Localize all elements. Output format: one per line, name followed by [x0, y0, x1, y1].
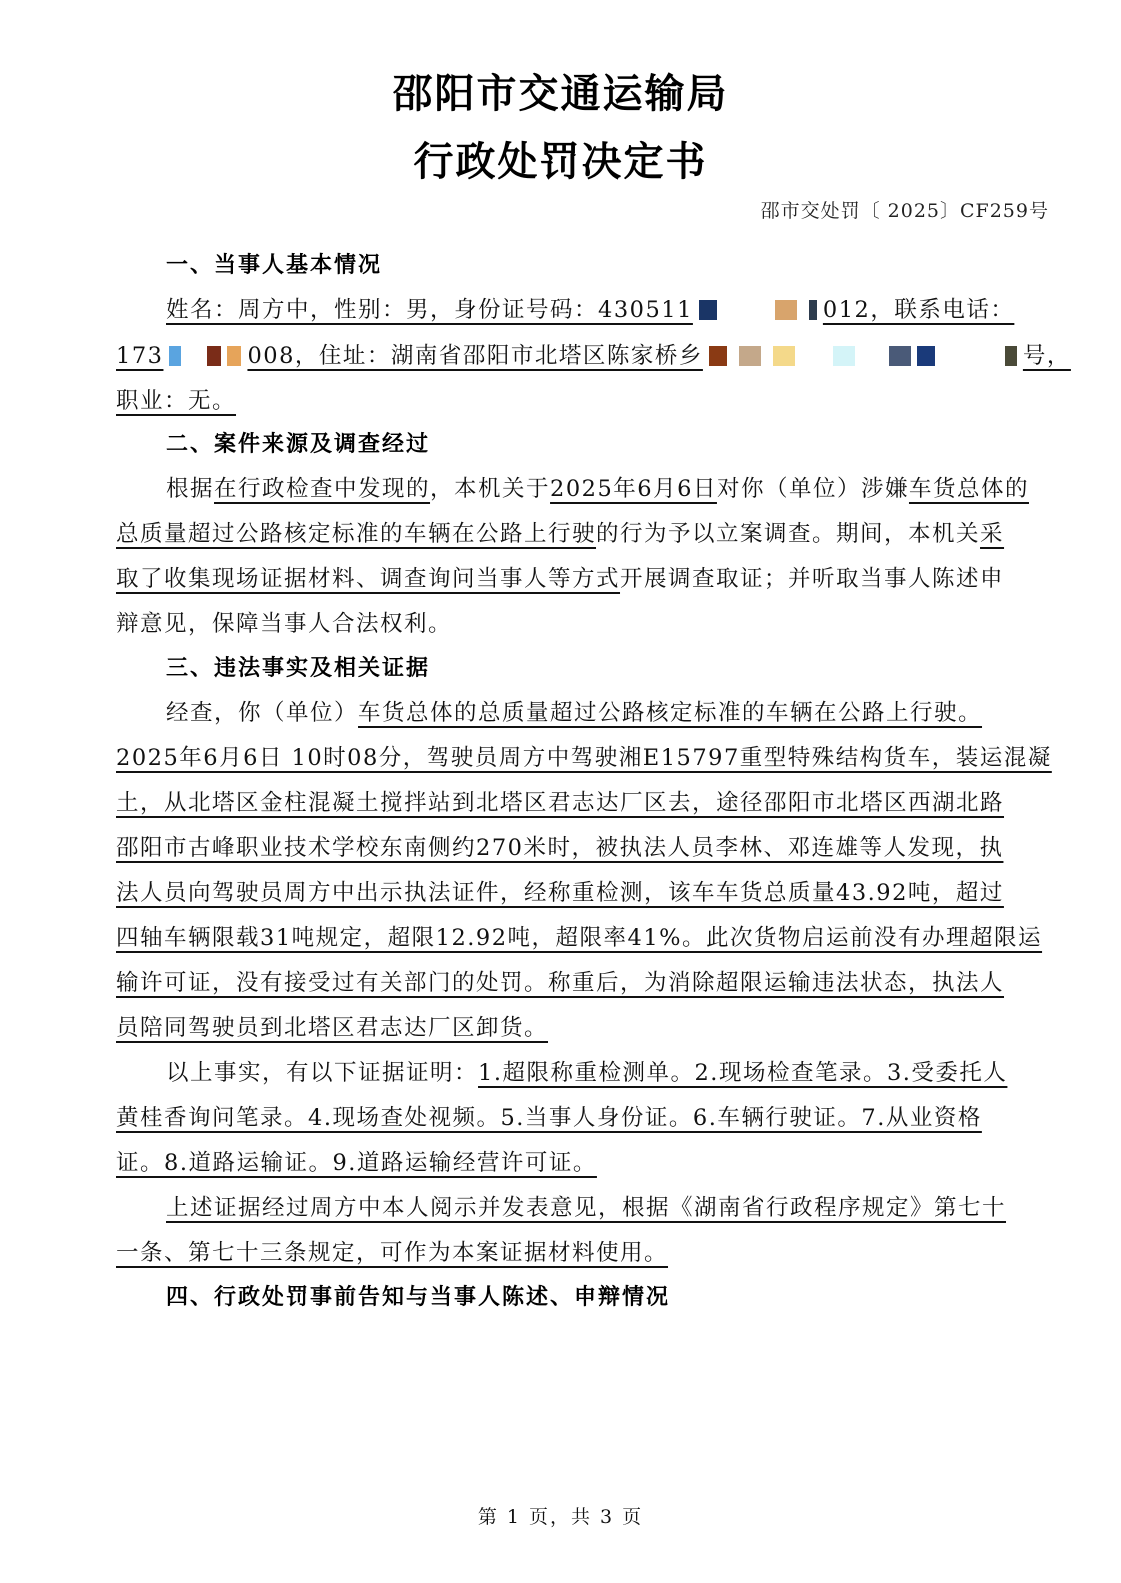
party-address-end: 号，: [1022, 343, 1071, 369]
party-line-3: [116, 383, 1048, 415]
facts-line-8: 员陪同驾驶员到北塔区君志达厂区卸货。: [116, 1015, 549, 1041]
section-heading-facts: 三、违法事实及相关证据: [166, 656, 431, 681]
section-heading-party: 一、当事人基本情况: [166, 253, 383, 278]
source-line-4: 辩意见，保障当事人合法权利。: [116, 611, 453, 637]
redaction-block: [947, 346, 993, 366]
source-line-3: 取了收集现场证据材料、调查询问当事人等方式开展调查取证；并听取当事人陈述申: [116, 566, 1005, 592]
party-line-1: [166, 292, 1048, 324]
facts-line-1: 经查，你（单位）车货总体的总质量超过公路核定标准的车辆在公路上行驶。: [166, 700, 983, 726]
redaction-block: [773, 346, 795, 366]
party-phone-label: 012，联系电话：: [822, 297, 1015, 323]
redaction-block: [169, 346, 181, 366]
facts-line-5: 法人员向驾驶员周方中出示执法证件，经称重检测，该车车货总质量43.92吨，超过: [116, 880, 1004, 906]
section-heading-notice: 四、行政处罚事前告知与当事人陈述、申辩情况: [166, 1285, 671, 1310]
redaction-block: [739, 346, 761, 366]
redaction-block: [889, 346, 911, 366]
review-line-2: 一条、第七十三条规定，可作为本案证据材料使用。: [116, 1240, 669, 1266]
facts-line-3: 土，从北塔区金柱混凝土搅拌站到北塔区君志达厂区去，途径邵阳市北塔区西湖北路: [116, 790, 1005, 816]
page-footer: 第 1 页，共 3 页: [477, 1506, 644, 1528]
redaction-block: [833, 346, 855, 366]
party-phone-prefix: 173: [116, 343, 164, 369]
redaction-block: [1005, 346, 1017, 366]
source-line-2: 总质量超过公路核定标准的车辆在公路上行驶的行为予以立案调查。期间，本机关采: [116, 521, 1005, 547]
redaction-block: [699, 300, 717, 320]
redaction-block: [207, 346, 221, 366]
review-line-1: 上述证据经过周方中本人阅示并发表意见，根据《湖南省行政程序规定》第七十: [166, 1195, 1007, 1221]
redaction-block: [775, 300, 797, 320]
agency-title: 邵阳市交通运输局: [392, 71, 729, 117]
facts-line-7: 输许可证，没有接受过有关部门的处罚。称重后，为消除超限运输违法状态，执法人: [116, 970, 1005, 996]
evidence-line-2: 黄桂香询问笔录。4.现场查处视频。5.当事人身份证。6.车辆行驶证。7.从业资格: [116, 1105, 982, 1131]
redaction-block: [809, 300, 817, 320]
redaction-block: [709, 346, 727, 366]
party-line-2: [116, 338, 1071, 370]
document-type-title: 行政处罚决定书: [413, 139, 708, 185]
facts-line-6: 四轴车辆限载31吨规定，超限12.92吨，超限率41%。此次货物启运前没有办理超限运: [116, 925, 1043, 951]
redaction-block: [867, 346, 877, 366]
evidence-line-3: 证。8.道路运输证。9.道路运输经营许可证。: [116, 1150, 597, 1176]
evidence-line-1: 以上事实，有以下证据证明：1.超限称重检测单。2.现场检查笔录。3.受委托人: [166, 1060, 1008, 1086]
party-occupation: 职业：无。: [116, 388, 237, 414]
facts-line-2: 2025年6月6日 10时08分，驾驶员周方中驾驶湘E15797重型特殊结构货车，装运混凝: [116, 745, 1052, 771]
facts-line-4: 邵阳市古峰职业技术学校东南侧约270米时，被执法人员李林、邓连雄等人发现，执: [116, 835, 1004, 861]
redaction-block: [807, 346, 821, 366]
redaction-block: [729, 300, 763, 320]
source-line-1: 根据在行政检查中发现的，本机关于2025年6月6日对你（单位）涉嫌车货总体的: [166, 476, 1029, 502]
redaction-block: [227, 346, 241, 366]
document-number: 邵市交处罚〔 2025〕CF259号: [760, 200, 1049, 222]
party-address-text: 008，住址：湖南省邵阳市北塔区陈家桥乡: [247, 343, 703, 369]
redaction-block: [917, 346, 935, 366]
section-heading-source: 二、案件来源及调查经过: [166, 432, 431, 457]
party-name-id-text: 姓名：周方中，性别：男，身份证号码：430511: [166, 297, 693, 323]
